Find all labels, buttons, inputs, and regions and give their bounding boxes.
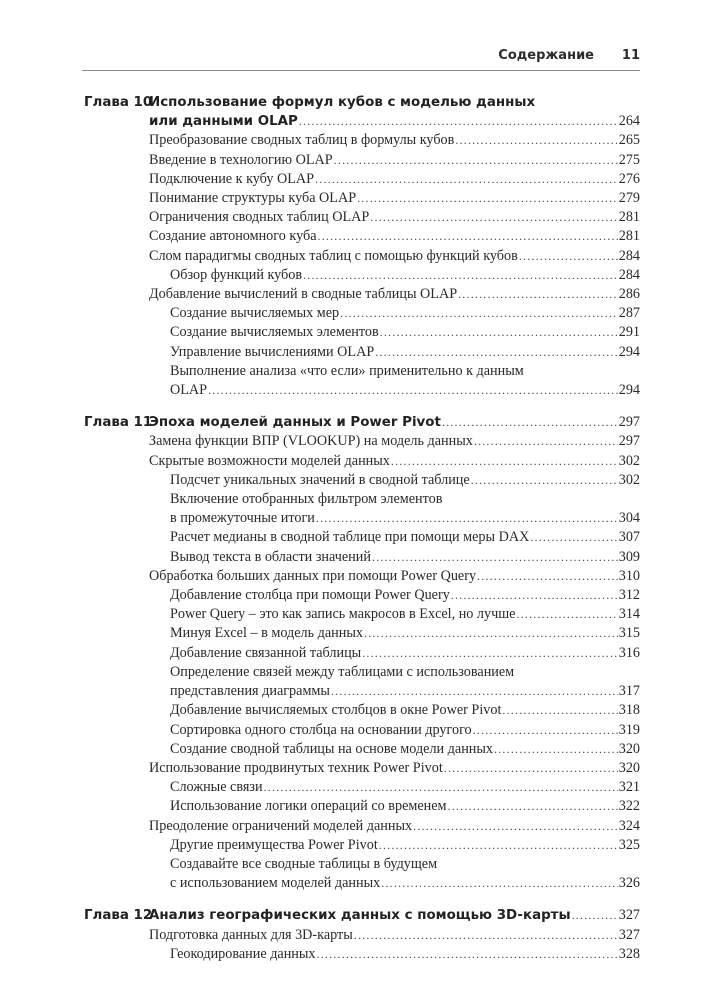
section-title: Подготовка данных для 3D-карты [149, 926, 353, 943]
dot-leader [379, 836, 618, 855]
toc-page-number[interactable]: 324 [618, 817, 640, 834]
toc-section-entry[interactable] [84, 548, 640, 567]
toc-page-number[interactable]: 302 [618, 452, 640, 469]
toc-section-entry[interactable] [84, 759, 640, 778]
toc-section-entry[interactable] [84, 490, 640, 528]
toc-section-entry[interactable] [84, 605, 640, 624]
toc-page-number[interactable]: 320 [618, 740, 640, 757]
toc-page-number[interactable]: 304 [618, 510, 640, 527]
dot-leader [502, 701, 617, 720]
dot-leader [448, 797, 618, 816]
chapter-label: Глава 10 [84, 95, 153, 110]
section-title: Замена функции ВПР (VLOOKUP) на модель данных [149, 433, 473, 450]
section-title: Добавление вычислений в сводные таблицы OLAP [149, 286, 458, 303]
dot-leader [413, 817, 618, 836]
section-title: Обзор функций кубов [170, 266, 303, 283]
section-title: Вывод текста в области значений [170, 548, 371, 565]
toc-section-entry[interactable] [84, 285, 640, 304]
section-title: Включение отобранных фильтром элементов [170, 491, 443, 508]
dot-leader [364, 624, 618, 643]
toc-section-entry[interactable] [84, 343, 640, 362]
dot-leader [391, 452, 618, 471]
section-title: Введение в технологию OLAP [149, 151, 333, 168]
toc-page-number[interactable]: 297 [618, 414, 640, 431]
toc-section-entry[interactable] [84, 151, 640, 170]
toc-section-entry[interactable] [84, 586, 640, 605]
toc-page-number[interactable]: 276 [618, 170, 640, 187]
section-title: Создавайте все сводные таблицы в будущем [170, 855, 438, 872]
section-title: Обработка больших данных при помощи Power Query [149, 567, 477, 584]
toc-section-entry[interactable] [84, 721, 640, 740]
toc-section-entry[interactable] [84, 247, 640, 266]
section-title: Преодоление ограничений моделей данных [149, 817, 413, 834]
section-title: Использование логики операций со временем [170, 798, 447, 815]
toc-page-number[interactable]: 319 [618, 721, 640, 738]
toc-section-entry[interactable] [84, 362, 640, 400]
toc-page-number[interactable]: 264 [618, 113, 640, 130]
dot-leader [318, 227, 618, 246]
toc-section-entry[interactable] [84, 926, 640, 945]
chapter-title: Анализ географических данных с помощью 3D-карты [149, 908, 571, 924]
section-title: в промежуточные итоги [170, 510, 315, 527]
section-title: Слом парадигмы сводных таблиц с помощью функций кубов [149, 247, 518, 264]
section-title: Преобразование сводных таблиц в формулы кубов [149, 132, 455, 149]
toc-section-entry[interactable] [84, 836, 640, 855]
toc-section-entry[interactable] [84, 323, 640, 342]
toc-section-entry[interactable] [84, 817, 640, 836]
section-title: с использованием моделей данных [170, 875, 381, 892]
toc-section-entry[interactable] [84, 266, 640, 285]
dot-leader [264, 778, 618, 797]
dot-leader [317, 945, 618, 964]
toc-page-number[interactable]: 294 [618, 382, 640, 399]
dot-leader [362, 644, 618, 663]
dot-leader [451, 586, 618, 605]
toc-section-entry[interactable] [84, 208, 640, 227]
table-of-contents [84, 93, 640, 964]
toc-page-number[interactable]: 291 [618, 324, 640, 341]
chapter-label: Глава 12 [84, 908, 153, 924]
toc-page-number[interactable]: 322 [618, 798, 640, 815]
page-number: 11 [621, 48, 640, 63]
toc-section-entry[interactable] [84, 644, 640, 663]
toc-page-number[interactable]: 279 [618, 190, 640, 207]
dot-leader [375, 343, 618, 362]
section-title: Создание сводной таблицы на основе модели данных [170, 740, 494, 757]
section-title: Подсчет уникальных значений в сводной таблице [170, 471, 470, 488]
section-title: Создание вычисляемых мер [170, 305, 340, 322]
section-title: Добавление столбца при помощи Power Query [170, 587, 450, 604]
toc-section-entry[interactable] [84, 797, 640, 816]
toc-page-number[interactable]: 287 [618, 305, 640, 322]
toc-page-number[interactable]: 265 [618, 132, 640, 149]
section-title: Минуя Excel – в модель данных [170, 625, 363, 642]
toc-section-entry[interactable] [84, 304, 640, 323]
toc-section-entry[interactable] [84, 624, 640, 643]
dot-leader [494, 740, 618, 759]
dot-leader [372, 548, 618, 567]
section-title: Определение связей между таблицами с использованием [170, 663, 515, 680]
toc-page-number[interactable]: 281 [618, 228, 640, 245]
section-title: Создание автономного куба [149, 228, 317, 245]
chapter-title: Использование формул кубов с моделью данных [149, 95, 536, 110]
section-title: Другие преимущества Power Pivot [170, 836, 378, 853]
toc-section-entry[interactable] [84, 663, 640, 701]
toc-page-number[interactable]: 307 [618, 529, 640, 546]
toc-page-number[interactable]: 286 [618, 286, 640, 303]
dot-leader [334, 151, 618, 170]
toc-page-number[interactable]: 318 [618, 702, 640, 719]
section-title: Подключение к кубу OLAP [149, 170, 315, 187]
toc-section-entry[interactable] [84, 471, 640, 490]
section-title: Понимание структуры куба OLAP [149, 190, 357, 207]
dot-leader [299, 112, 618, 131]
toc-section-entry[interactable] [84, 189, 640, 208]
dot-leader [208, 381, 618, 400]
toc-section-entry[interactable] [84, 567, 640, 586]
toc-page-number[interactable]: 297 [618, 433, 640, 450]
section-title: Сортировка одного столбца на основании другого [170, 721, 472, 738]
dot-leader [357, 189, 618, 208]
toc-page-number[interactable]: 315 [618, 625, 640, 642]
dot-leader [442, 413, 618, 432]
toc-section-entry[interactable] [84, 855, 640, 893]
dot-leader [516, 605, 617, 624]
chapter-label: Глава 11 [84, 415, 153, 431]
toc-page-number[interactable]: 281 [618, 209, 640, 226]
toc-page-number[interactable]: 321 [618, 779, 640, 796]
toc-section-entry[interactable] [84, 131, 640, 150]
toc-page-number[interactable]: 327 [618, 907, 640, 924]
dot-leader [477, 567, 618, 586]
section-title: Ограничения сводных таблиц OLAP [149, 209, 370, 226]
section-title: Power Query – это как запись макросов в Excel, но лучше [170, 606, 516, 623]
toc-chapter-entry[interactable] [84, 93, 640, 131]
toc-section-entry[interactable] [84, 740, 640, 759]
toc-page-number[interactable]: 294 [618, 343, 640, 360]
toc-page-number[interactable]: 316 [618, 644, 640, 661]
section-title: Управление вычислениями OLAP [170, 343, 375, 360]
toc-chapter-entry[interactable] [84, 413, 640, 432]
dot-leader [303, 266, 618, 285]
dot-leader [444, 759, 618, 778]
toc-page-number[interactable]: 325 [618, 836, 640, 853]
toc-section-entry[interactable] [84, 227, 640, 246]
dot-leader [572, 906, 618, 925]
dot-leader [380, 323, 618, 342]
toc-section-entry[interactable] [84, 701, 640, 720]
chapter-title: Эпоха моделей данных и Power Pivot [149, 415, 441, 431]
section-title: Геокодирование данных [170, 945, 316, 962]
toc-page-number[interactable]: 314 [618, 606, 640, 623]
dot-leader [316, 509, 618, 528]
toc-page-number[interactable]: 310 [618, 567, 640, 584]
toc-page-number[interactable]: 284 [618, 266, 640, 283]
section-title: Создание вычисляемых элементов [170, 324, 379, 341]
toc-page-number[interactable]: 302 [618, 471, 640, 488]
toc-section-entry[interactable] [84, 778, 640, 797]
dot-leader [530, 528, 617, 547]
section-title: Добавление связанной таблицы [170, 644, 362, 661]
section-title: Скрытые возможности моделей данных [149, 452, 390, 469]
section-title: Выполнение анализа «что если» применительно к данным [170, 362, 524, 379]
running-head [82, 46, 640, 71]
toc-page-number[interactable]: 320 [618, 759, 640, 776]
toc-page-number[interactable]: 327 [618, 926, 640, 943]
dot-leader [354, 926, 618, 945]
toc-section-entry[interactable] [84, 170, 640, 189]
toc-chapter-entry[interactable] [84, 906, 640, 925]
toc-section-entry[interactable] [84, 945, 640, 964]
toc-section-entry[interactable] [84, 528, 640, 547]
dot-leader [474, 432, 618, 451]
section-title: представления диаграммы [170, 683, 330, 700]
dot-leader [315, 170, 618, 189]
dot-leader [458, 285, 618, 304]
toc-page-number[interactable]: 275 [618, 151, 640, 168]
dot-leader [331, 682, 618, 701]
section-title: Использование продвинутых техник Power Pivot [149, 759, 443, 776]
section-title: Расчет медианы в сводной таблице при помощи меры DAX [170, 529, 530, 546]
toc-page-number[interactable]: 309 [618, 548, 640, 565]
section-title: Сложные связи [170, 779, 263, 796]
dot-leader [340, 304, 618, 323]
toc-page-number[interactable]: 312 [618, 587, 640, 604]
dot-leader [519, 247, 618, 266]
toc-page-number[interactable]: 326 [618, 875, 640, 892]
section-title: Добавление вычисляемых столбцов в окне Power Pivot [170, 702, 502, 719]
dot-leader [473, 721, 618, 740]
dot-leader [455, 131, 617, 150]
toc-section-entry[interactable] [84, 452, 640, 471]
chapter-title: или данными OLAP [149, 114, 298, 130]
section-title: OLAP [170, 382, 208, 399]
toc-page-number[interactable]: 317 [618, 683, 640, 700]
running-head-title: Содержание [498, 48, 594, 63]
dot-leader [370, 208, 617, 227]
toc-page-number[interactable]: 284 [618, 247, 640, 264]
dot-leader [471, 471, 618, 490]
toc-page-number[interactable]: 328 [618, 945, 640, 962]
toc-section-entry[interactable] [84, 432, 640, 451]
dot-leader [381, 874, 617, 893]
